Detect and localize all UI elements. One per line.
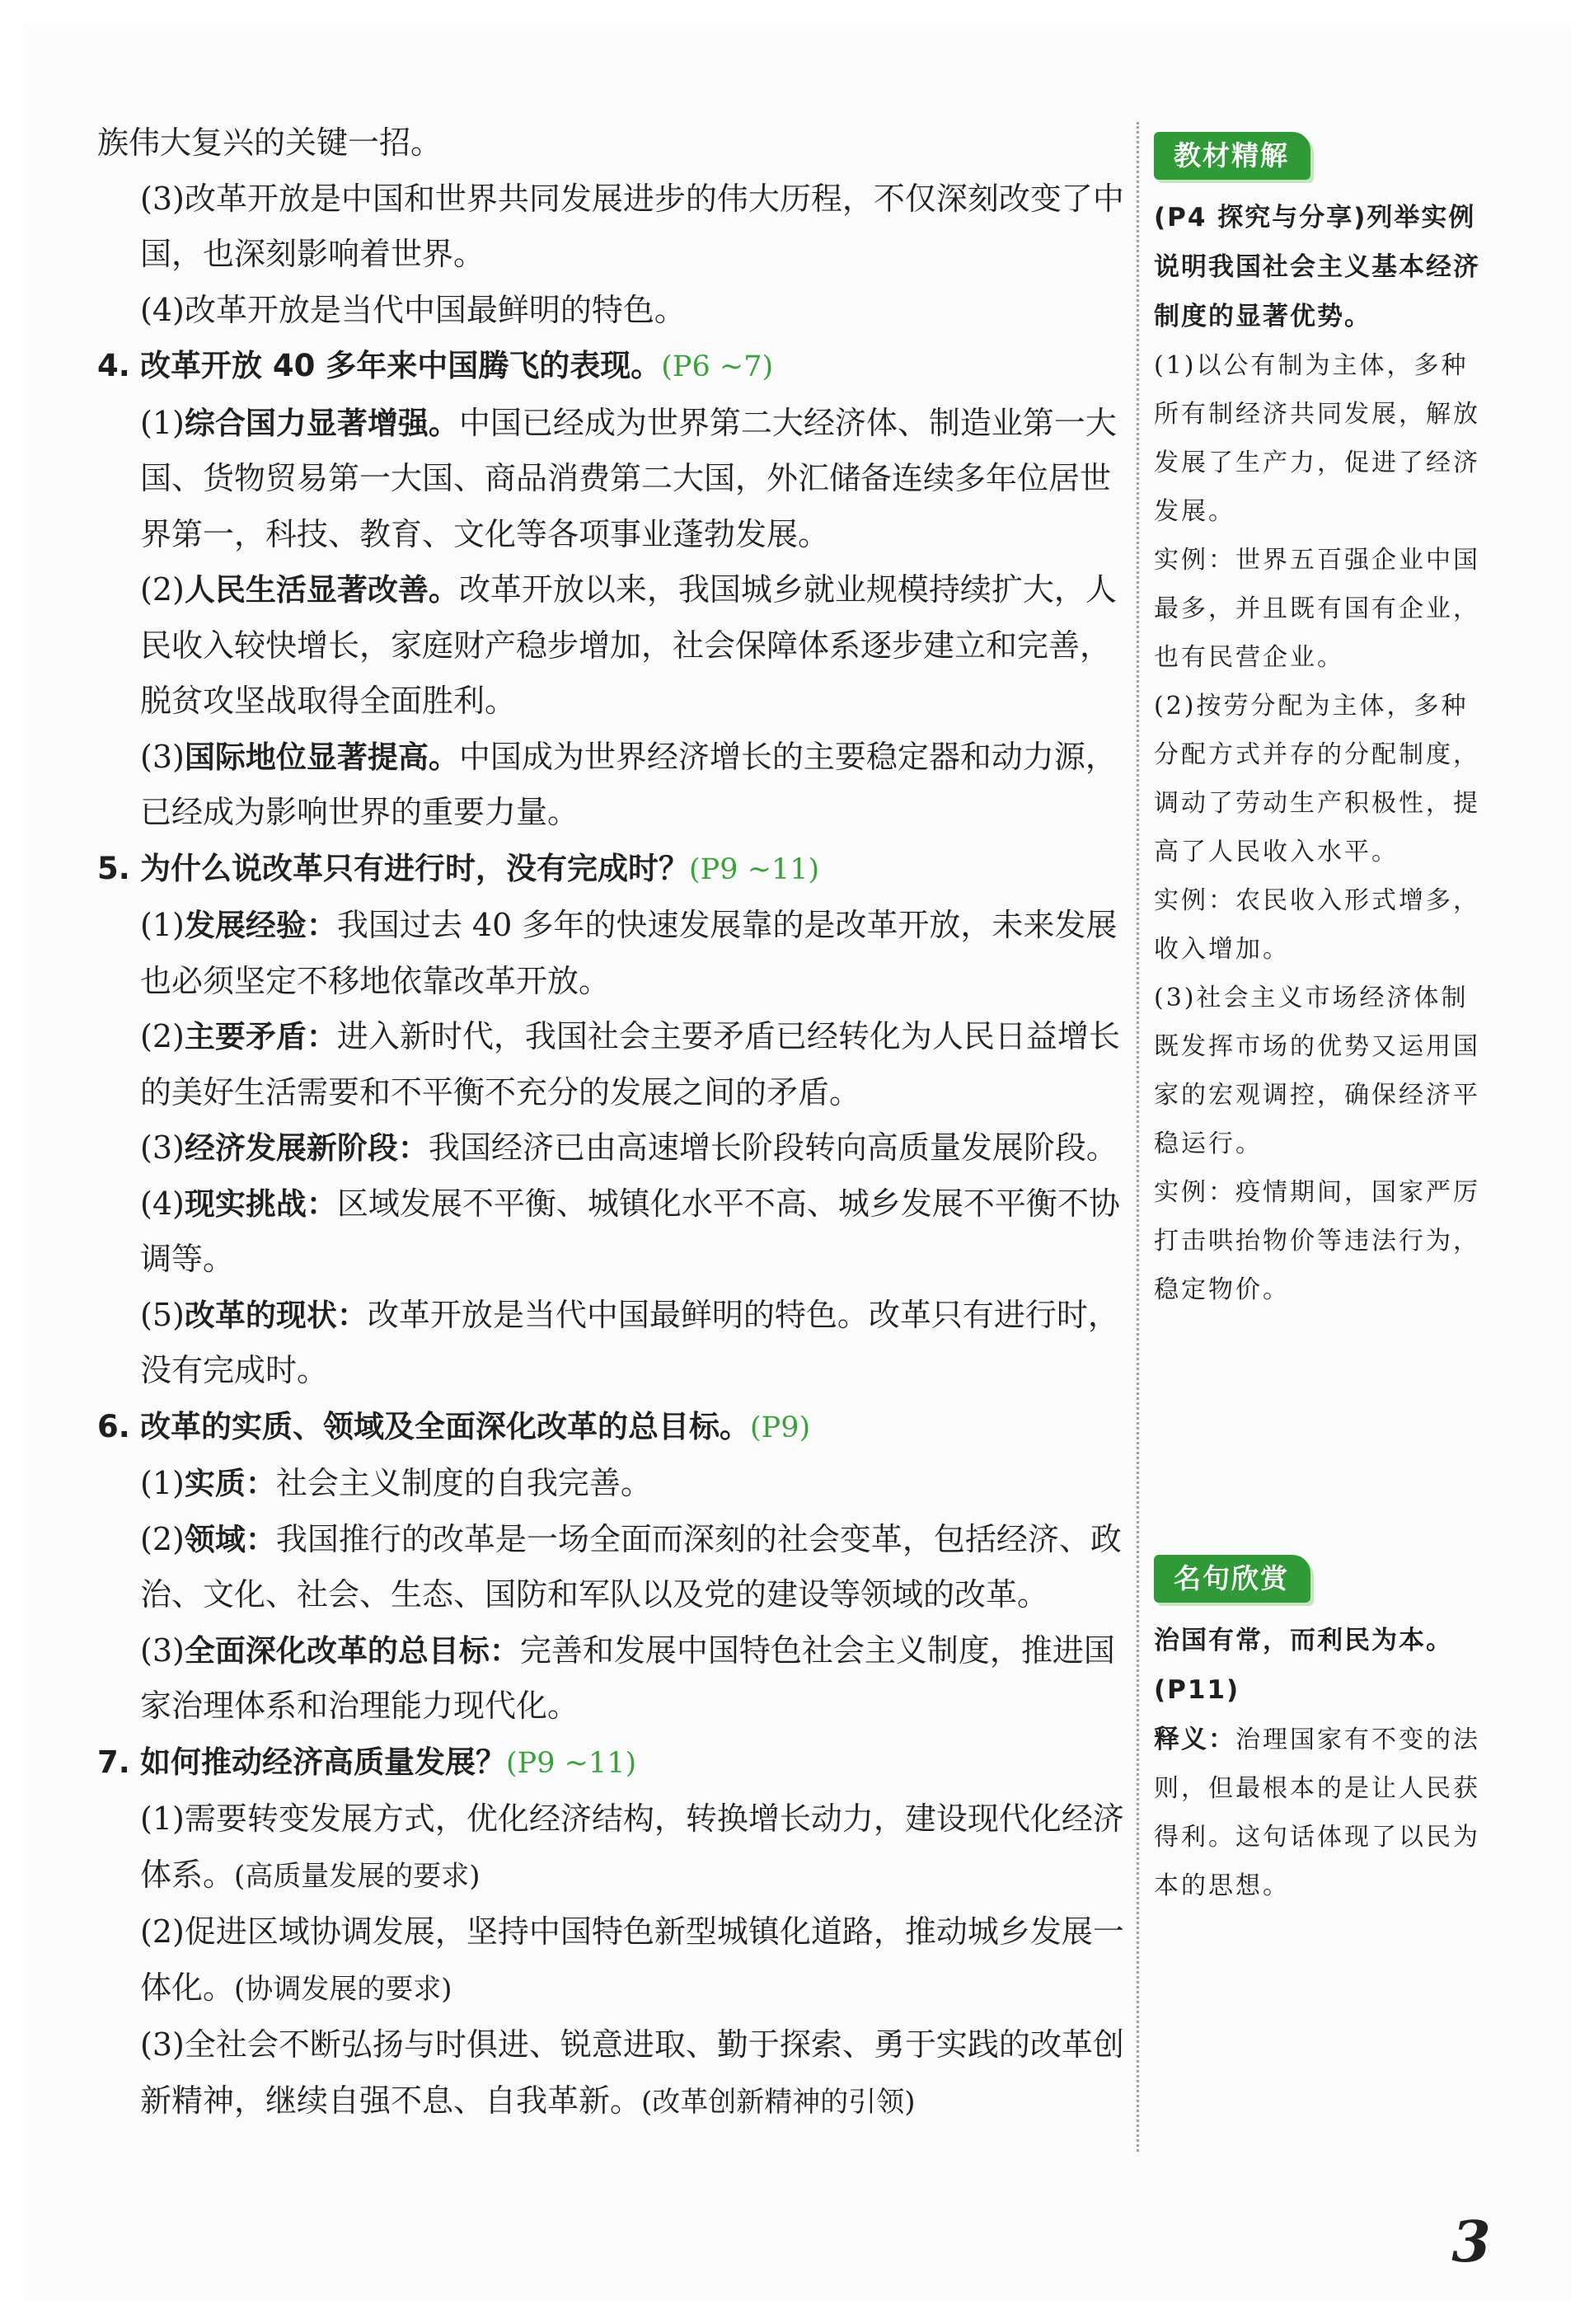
main-column [97, 115, 1124, 2130]
item-text: 我国过去 40 多年的快速发展靠的是改革开放，未来发展也必须坚定不移地依靠改革开放。 [140, 907, 1118, 999]
question-title: 为什么说改革只有进行时，没有完成时？ [140, 850, 689, 886]
item-keyword: 发展经验： [184, 908, 337, 943]
question-number: 7. [97, 1744, 130, 1780]
item-text: 改革开放以来，我国城乡就业规模持续扩大，人民收入较快增长，家庭财产稳步增加，社会保障体系逐步建立和完善，脱贫攻坚战取得全面胜利。 [140, 571, 1117, 719]
question-4-heading [97, 338, 1124, 396]
quote-explanation [1154, 1715, 1492, 1910]
item-prefix: (2) [140, 1018, 185, 1054]
sidebar-example: 实例：疫情期间，国家严厉打击哄抬物价等违法行为，稳定物价。 [1154, 1178, 1480, 1304]
item-keyword: 主要矛盾： [184, 1019, 337, 1054]
answer-item [97, 1009, 1124, 1120]
question-number: 4. [97, 348, 130, 383]
answer-item [97, 898, 1124, 1009]
answer-item [97, 396, 1124, 563]
sidebar-block-textbook [1154, 132, 1492, 1314]
item-prefix: (1) [140, 404, 185, 441]
item-text: 进入新时代，我国社会主要矛盾已经转化为人民日益增长的美好生活需要和不平衡不充分的发展之间的矛盾。 [140, 1018, 1120, 1110]
answer-item [97, 1512, 1124, 1623]
item-keyword: 领域： [184, 1521, 276, 1557]
page-reference: (P9 ~11) [506, 1746, 637, 1780]
answer-item [97, 2017, 1124, 2130]
item-prefix: (3) [140, 738, 185, 775]
answer-item [97, 1288, 1124, 1399]
answer-item [97, 1456, 1124, 1512]
item-note: (改革创新精神的引领) [641, 2085, 916, 2119]
item-prefix: (1) [140, 1465, 185, 1501]
page-reference: (P6 ~7) [661, 350, 774, 383]
item-keyword: 经济发展新阶段： [184, 1130, 429, 1166]
item-prefix: (1) [140, 907, 185, 943]
sidebar-block-quote [1154, 1555, 1492, 1910]
question-7-heading [97, 1735, 1124, 1792]
item-prefix: (5) [140, 1296, 185, 1333]
answer-item [97, 1623, 1124, 1735]
answer-item [97, 1791, 1124, 1904]
sidebar-example: 实例：农民收入形式增多，收入增加。 [1154, 886, 1480, 964]
section-tag-quote: 名句欣赏 [1154, 1555, 1310, 1603]
quote-text: 治国有常，而利民为本。(P11) [1154, 1626, 1453, 1705]
item-keyword: 国际地位显著提高。 [184, 739, 459, 775]
item-text: 中国成为世界经济增长的主要稳定器和动力源，已经成为影响世界的重要力量。 [140, 738, 1117, 830]
answer-item [97, 1904, 1124, 2017]
page-reference: (P9 ~11) [689, 852, 820, 886]
item-text: 中国已经成为世界第二大经济体、制造业第一大国、货物贸易第一大国、商品消费第二大国，外汇储备连续多年位居世界第一，科技、教育、文化等各项事业蓬勃发展。 [140, 404, 1117, 552]
explain-label: 释义： [1154, 1725, 1235, 1754]
page-reference: (P9) [750, 1411, 811, 1444]
question-title: 如何推动经济高质量发展？ [140, 1744, 506, 1780]
item-note: (协调发展的要求) [234, 1972, 452, 2006]
answer-item [97, 1120, 1124, 1176]
answer-item [97, 730, 1124, 841]
item-text: 完善和发展中国特色社会主义制度，推进国家治理体系和治理能力现代化。 [140, 1631, 1115, 1724]
question-number: 6. [97, 1408, 130, 1444]
answer-item [97, 562, 1124, 730]
item-text: 区域发展不平衡、城镇化水平不高、城乡发展不平衡不协调等。 [140, 1185, 1120, 1277]
item-text: 我国经济已由高速增长阶段转向高质量发展阶段。 [428, 1129, 1118, 1166]
answer-item [97, 1176, 1124, 1288]
item-prefix: (3) [140, 1129, 185, 1166]
item-text: (3)全社会不断弘扬与时俱进、锐意进取、勤于探索、勇于实践的改革创新精神，继续自强不息、自我革新。 [140, 2026, 1124, 2119]
item-prefix: (2) [140, 571, 185, 608]
question-number: 5. [97, 850, 130, 886]
item-keyword: 改革的现状： [184, 1297, 368, 1333]
sidebar-example: 实例：世界五百强企业中国最多，并且既有国有企业，也有民营企业。 [1154, 546, 1480, 672]
item-text: 改革开放是当代中国最鲜明的特色。改革只有进行时，没有完成时。 [140, 1296, 1119, 1388]
question-title: 改革的实质、领域及全面深化改革的总目标。 [140, 1408, 750, 1444]
sidebar [1154, 132, 1492, 1900]
column-divider [1137, 122, 1139, 2152]
item-note: (高质量发展的要求) [234, 1859, 481, 1893]
question-5-heading [97, 841, 1124, 899]
item-keyword: 全面深化改革的总目标： [184, 1632, 520, 1669]
item-text: 社会主义制度的自我完善。 [275, 1465, 652, 1501]
sidebar-paragraph: (3)社会主义市场经济体制既发挥市场的优势又运用国家的宏观调控，确保经济平稳运行。 [1154, 984, 1480, 1158]
item-prefix: (2) [140, 1520, 185, 1557]
item-keyword: 人民生活显著改善。 [184, 572, 459, 608]
question-title: 改革开放 40 多年来中国腾飞的表现。 [140, 348, 662, 383]
sidebar-paragraph: (2)按劳分配为主体，多种分配方式并存的分配制度，调动了劳动生产积极性，提高了人民收入水平。 [1154, 692, 1480, 866]
intro-line: 族伟大复兴的关键一招。 [97, 124, 443, 161]
intro-line: (4)改革开放是当代中国最鲜明的特色。 [140, 291, 686, 328]
intro-line: (3)改革开放是中国和世界共同发展进步的伟大历程，不仅深刻改变了中国，也深刻影响着世界。 [140, 180, 1124, 272]
section-tag-textbook: 教材精解 [1154, 132, 1310, 180]
page-number: 3 [1451, 2209, 1491, 2275]
item-prefix: (3) [140, 1631, 185, 1669]
item-text: 我国推行的改革是一场全面而深刻的社会变革，包括经济、政治、文化、社会、生态、国防和军队以及党的建设等领域的改革。 [140, 1520, 1122, 1613]
sidebar-paragraph: (1)以公有制为主体，多种所有制经济共同发展，解放发展了生产力，促进了经济发展。 [1154, 351, 1480, 526]
item-prefix: (4) [140, 1185, 185, 1222]
explain-text: 治理国家有不变的法则，但最根本的是让人民获得利。这句话体现了以民为本的思想。 [1154, 1725, 1480, 1900]
item-text: (1)需要转变发展方式，优化经济结构，转换增长动力，建设现代化经济体系。 [140, 1801, 1124, 1893]
item-keyword: 实质： [184, 1466, 276, 1501]
item-text: (2)促进区域协调发展，坚持中国特色新型城镇化道路，推动城乡发展一体化。 [140, 1913, 1124, 2006]
sidebar-heading: (P4 探究与分享)列举实例说明我国社会主义基本经济制度的显著优势。 [1154, 203, 1480, 331]
question-6-heading [97, 1399, 1124, 1457]
item-keyword: 现实挑战： [184, 1185, 337, 1222]
item-keyword: 综合国力显著增强。 [184, 405, 459, 441]
